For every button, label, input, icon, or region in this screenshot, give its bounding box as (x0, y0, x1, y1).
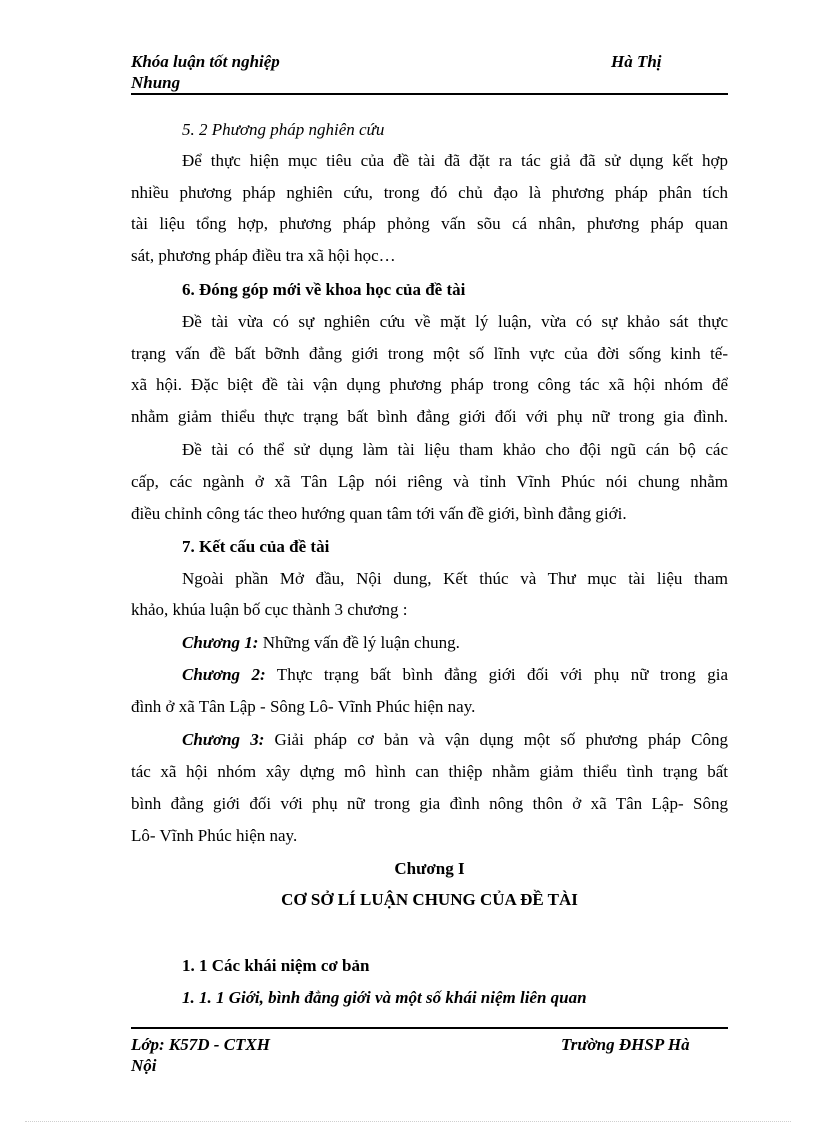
chapter-label: Chương I (394, 859, 465, 878)
chapter-2-text-cont: đình ở xã Tân Lập - Sông Lô- Vĩnh Phúc hiện nay. (131, 697, 476, 716)
section-6-heading: 6. Đóng góp mới về khoa học của đề tài (182, 280, 466, 299)
header-author-cont: Nhung (131, 73, 181, 92)
section-1-1-heading: 1. 1 Các khái niệm cơ bản (182, 956, 370, 975)
chapter-3-text-cont: tác xã hội nhóm xây dựng mô hình can thiệp nhằm giảm thiểu tình trạng bất (131, 762, 728, 781)
chapter-3-item (182, 730, 728, 750)
paragraph-line: điều chỉnh công tác theo hướng quan tâm tới vấn đề giới, bình đẳng giới. (131, 504, 627, 523)
footer-class: Lớp: K57D - CTXH (131, 1035, 270, 1054)
paragraph-line: tài liệu tổng hợp, phương pháp phỏng vấn sõu cá nhân, phương pháp quan (131, 214, 728, 233)
paragraph-line: Để thực hiện mục tiêu của đề tài đã đặt ra tác giả đã sử dụng kết hợp (182, 151, 728, 170)
chapter-1-text: Những vấn đề lý luận chung. (258, 633, 460, 652)
chapter-3-text-cont: bình đẳng giới đối với phụ nữ trong gia đình nông thôn ở xã Tân Lập- Sông (131, 794, 728, 813)
paragraph-line: xã hội. Đặc biệt đề tài vận dụng phương pháp trong công tác xã hội nhóm để (131, 375, 728, 394)
chapter-2-item (182, 665, 728, 685)
chapter-2-text: Thực trạng bất bình đẳng giới đối với phụ nữ trong gia (265, 665, 729, 684)
footer-school-cont: Nội (131, 1056, 157, 1075)
paragraph-line: sát, phương pháp điều tra xã hội học… (131, 246, 396, 265)
section-5-2-heading: 5. 2 Phương pháp nghiên cứu (182, 120, 385, 139)
page-edge (25, 1121, 791, 1122)
section-7-heading: 7. Kết cấu của đề tài (182, 537, 330, 556)
section-1-1-1-heading: 1. 1. 1 Giới, bình đẳng giới và một số khái niệm liên quan (182, 988, 587, 1007)
chapter-3-label: Chương 3: (182, 730, 265, 749)
chapter-3-text-cont: Lô- Vĩnh Phúc hiện nay. (131, 826, 298, 845)
paragraph-line: Đề tài có thể sử dụng làm tài liệu tham khảo cho đội ngũ cán bộ các (182, 440, 728, 459)
paragraph-line: cấp, các ngành ở xã Tân Lập nói riêng và tỉnh Vĩnh Phúc nói chung nhằm (131, 472, 728, 491)
header-title: Khóa luận tốt nghiệp (131, 52, 280, 71)
chapter-1-item (182, 633, 728, 653)
footer-rule (131, 1027, 728, 1029)
footer-school: Trường ĐHSP Hà (561, 1035, 690, 1054)
chapter-1-label: Chương 1: (182, 633, 259, 652)
chapter-2-label: Chương 2: (182, 665, 266, 684)
paragraph-line: trạng vấn đề bất bỡnh đẳng giới trong một số lĩnh vực của đời sống kinh tế- (131, 344, 728, 363)
header-rule (131, 93, 728, 95)
paragraph-line: Ngoài phần Mở đầu, Nội dung, Kết thúc và Thư mục tài liệu tham (182, 569, 728, 588)
paragraph-line: nhằm giảm thiểu thực trạng bất bình đẳng giới đối với phụ nữ trong gia đình. (131, 407, 728, 426)
header-author: Hà Thị (611, 52, 662, 71)
chapter-3-text: Giải pháp cơ bản và vận dụng một số phương pháp Công (264, 730, 729, 749)
chapter-title: CƠ SỞ LÍ LUẬN CHUNG CỦA ĐỀ TÀI (281, 890, 578, 909)
paragraph-line: nhiều phương pháp nghiên cứu, trong đó chủ đạo là phương pháp phân tích (131, 183, 728, 202)
paragraph-line: khảo, khúa luận bố cục thành 3 chương : (131, 600, 408, 619)
paragraph-line: Đề tài vừa có sự nghiên cứu về mặt lý luận, vừa có sự khảo sát thực (182, 312, 728, 331)
